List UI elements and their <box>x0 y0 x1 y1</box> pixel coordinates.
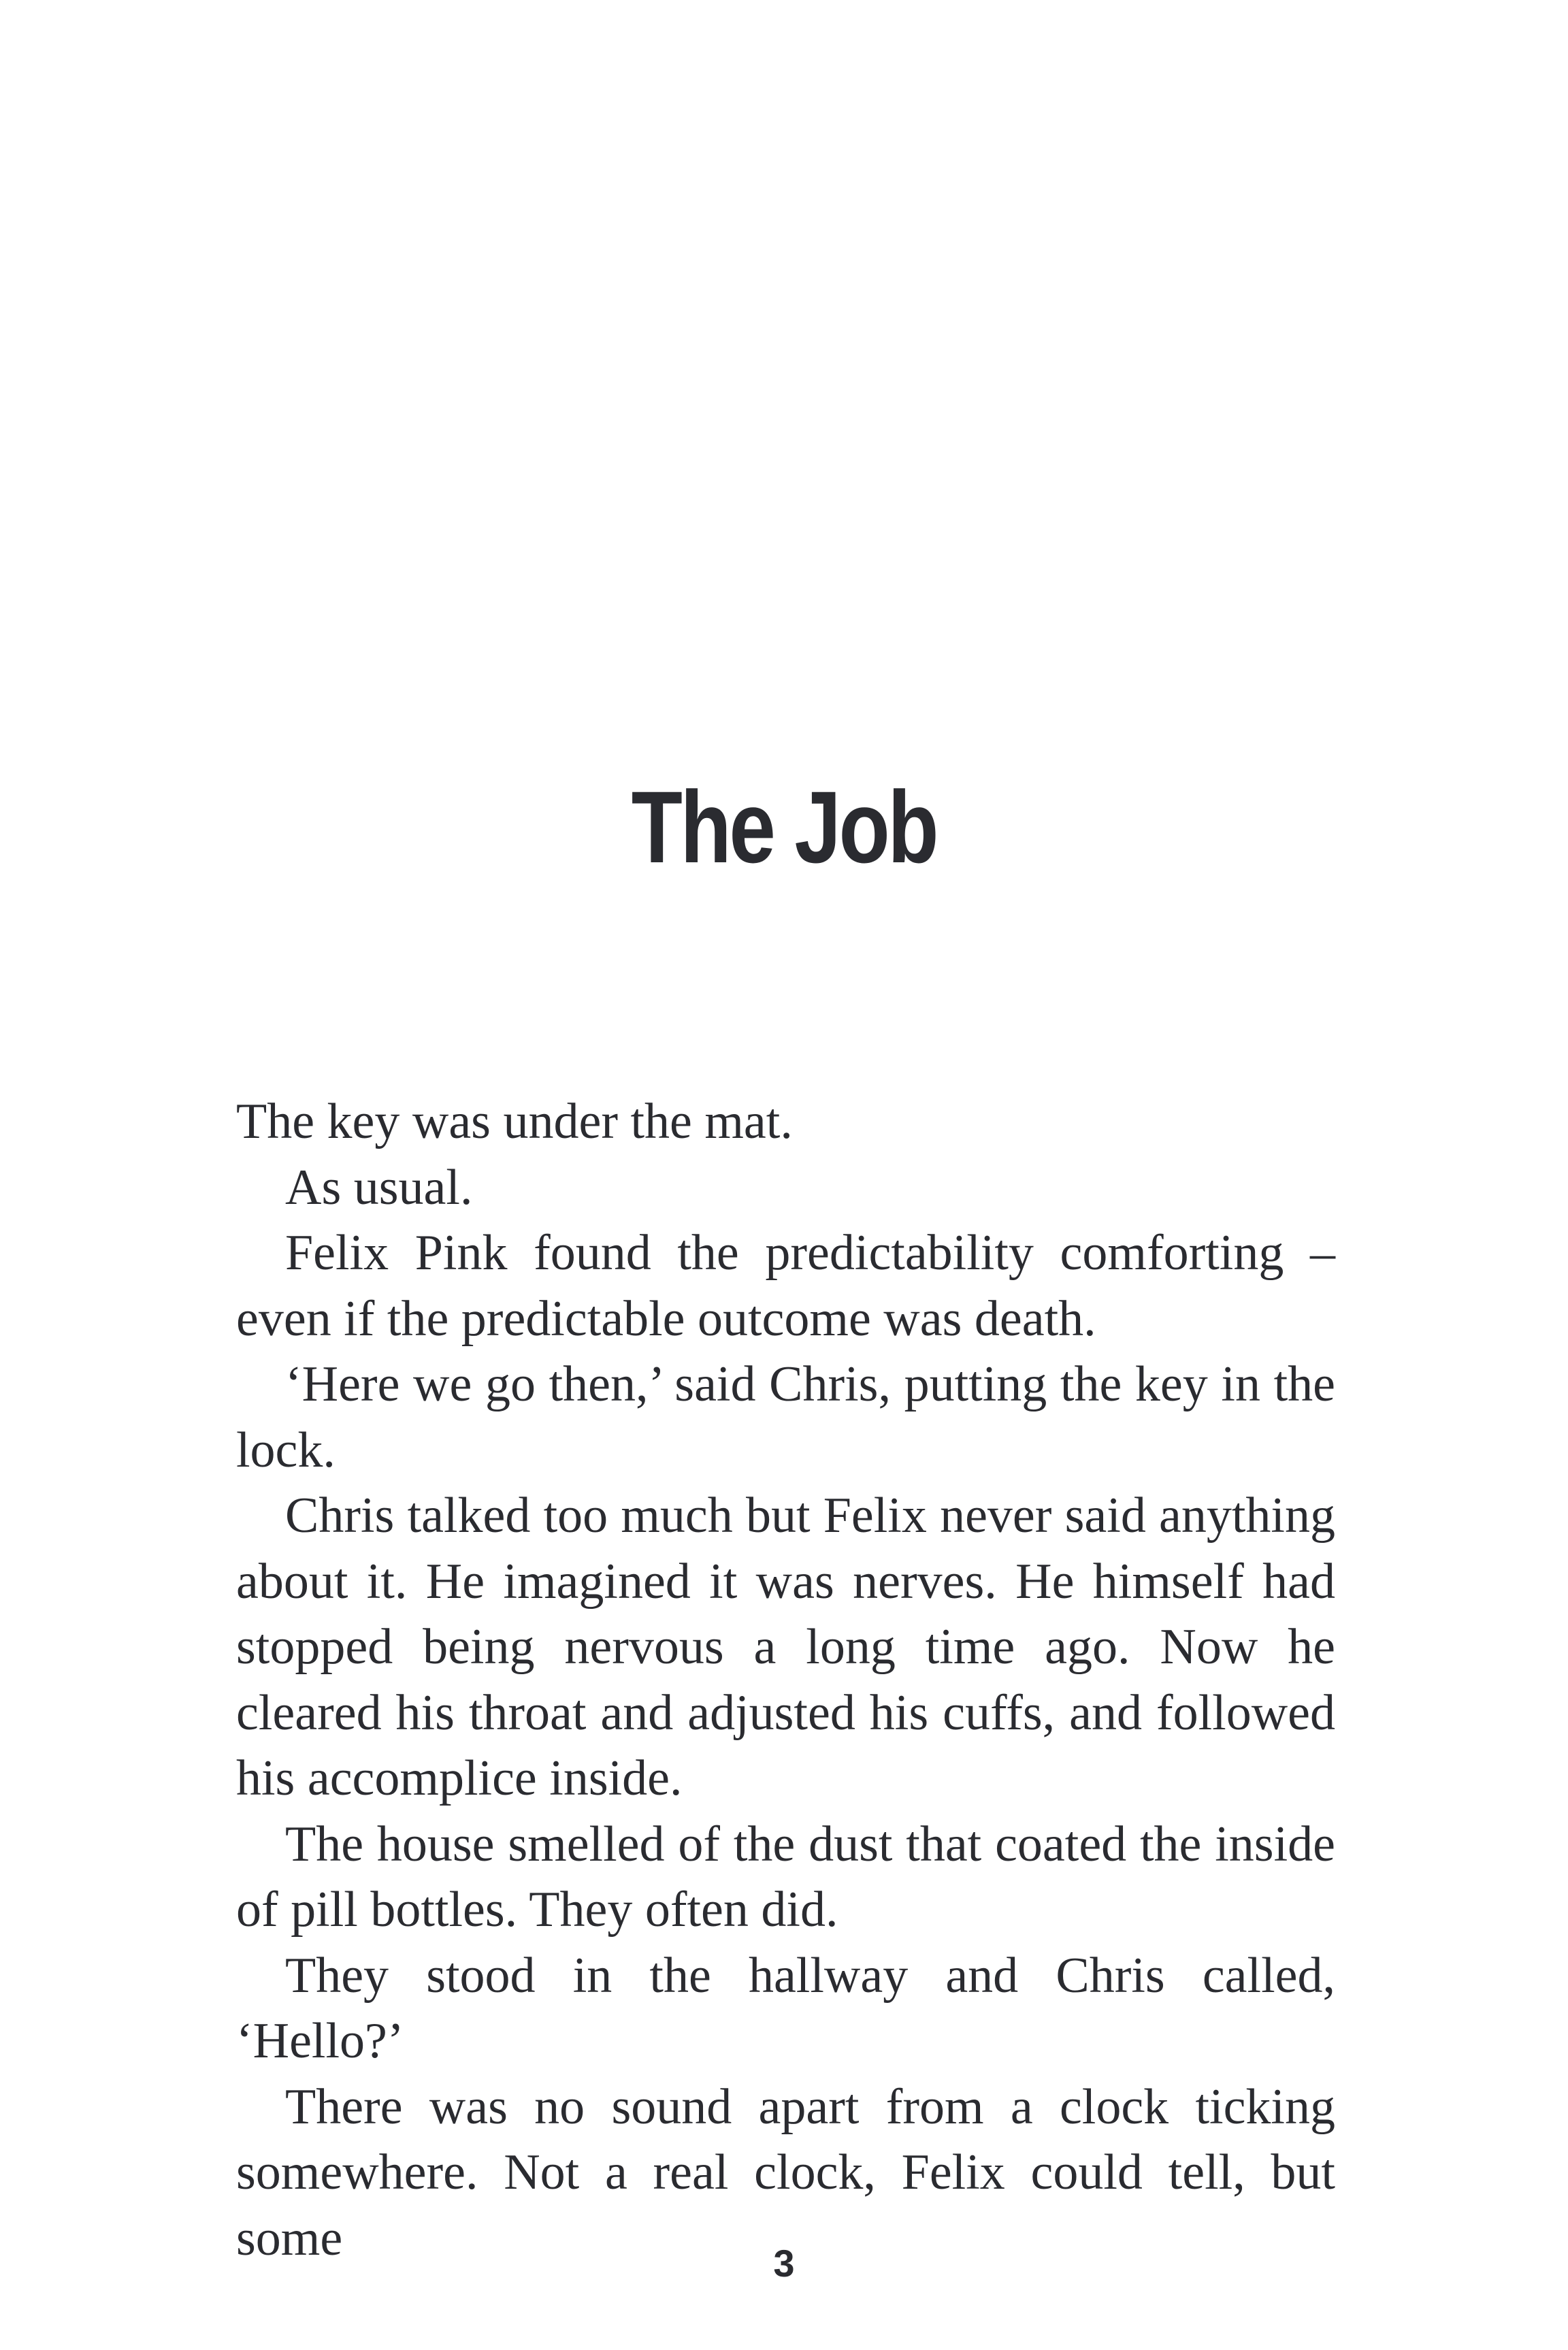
paragraph: As usual. <box>285 1159 473 1215</box>
paragraph: Chris talked too much but Felix never said anything about it. He imagined it was nerves. He himself had stopped being nervous a long time ago. Now he cleared his throat and adjusted his cuffs, and followed his accomplice inside. <box>236 1488 1335 1806</box>
paragraph: The house smelled of the dust that coated the inside of pill bottles. They often did. <box>236 1816 1335 1938</box>
page-number: 3 <box>773 2242 795 2285</box>
paragraph: The key was under the mat. <box>236 1094 793 1149</box>
paragraph: They stood in the hallway and Chris called, ‘Hello?’ <box>236 1947 1335 2069</box>
chapter-body <box>236 1089 1335 2271</box>
paragraph: There was no sound apart from a clock ticking somewhere. Not a real clock, Felix could tell, but some <box>236 2078 1335 2266</box>
chapter-title: The Job <box>631 770 937 884</box>
paragraph: Felix Pink found the predictability comforting – even if the predictable outcome was death. <box>236 1225 1335 1347</box>
paragraph: ‘Here we go then,’ said Chris, putting the key in the lock. <box>236 1356 1335 1478</box>
